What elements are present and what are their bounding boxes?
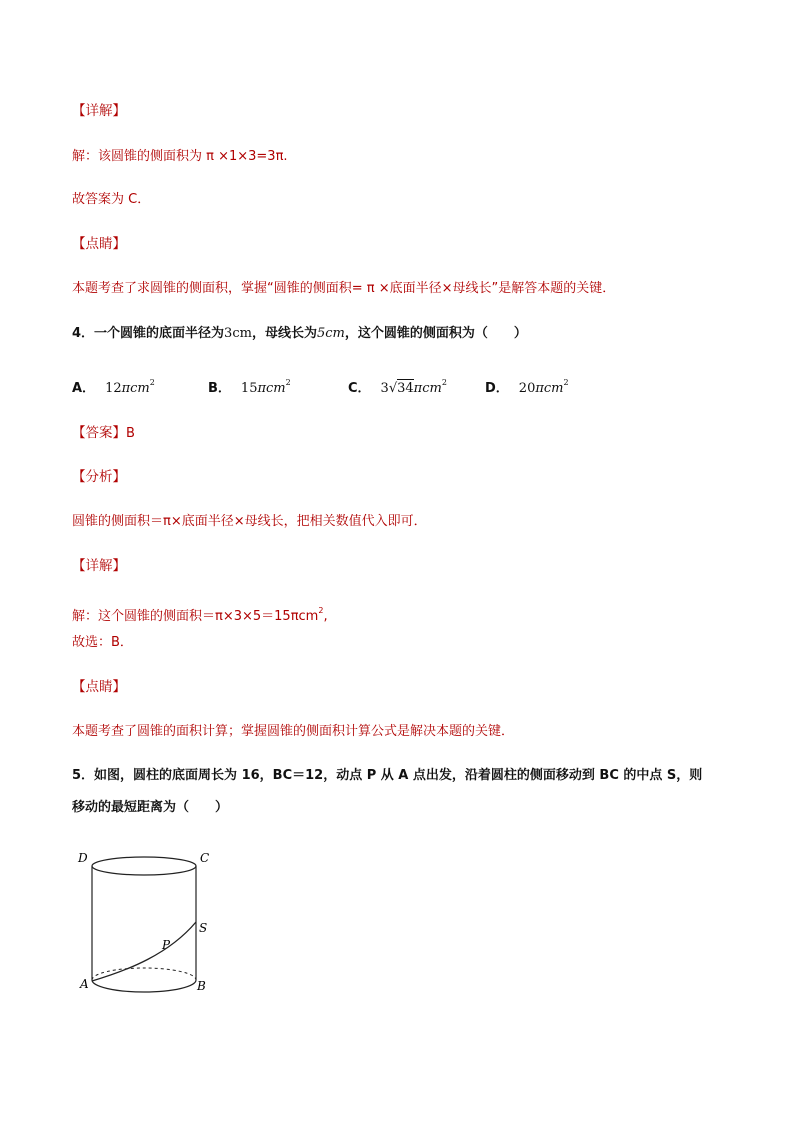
option-unit: πcm — [121, 381, 150, 396]
q4-analysis-heading: 【分析】 — [72, 469, 126, 485]
path-a-to-s — [92, 922, 196, 981]
comment-heading: 【点睛】 — [72, 236, 126, 252]
option-coef: 12 — [105, 381, 122, 396]
option-letter: D． — [485, 381, 509, 396]
q4-detail-heading: 【详解】 — [72, 558, 126, 574]
q4-analysis-text: 圆锥的侧面积＝π×底面半径×母线长，把相关数值代入即可． — [72, 514, 427, 529]
option-exp: 2 — [285, 378, 291, 387]
q4-option-d[interactable] — [485, 374, 569, 398]
q4-slant: 5cm — [316, 326, 345, 341]
q4-comment-text: 本题考查了圆锥的面积计算；掌握圆锥的侧面积计算公式是解决本题的关键． — [72, 724, 515, 739]
option-coef: 15 — [240, 381, 258, 396]
option-letter: B． — [208, 381, 231, 396]
label-d: D — [78, 851, 88, 865]
q4-answer — [72, 424, 135, 443]
q5-stem-line2: 移动的最短距离为（ ） — [72, 800, 229, 815]
option-unit: πcm — [257, 381, 286, 396]
q4-stem-suffix: ，这个圆锥的侧面积为（ ） — [344, 326, 527, 341]
cylinder-figure — [74, 842, 224, 1002]
label-c: C — [200, 851, 210, 865]
option-unit: πcm — [535, 381, 564, 396]
q4-option-c[interactable] — [348, 374, 447, 398]
top-ellipse — [92, 857, 196, 875]
q4-option-a[interactable] — [72, 374, 155, 398]
label-p: P — [162, 938, 171, 952]
option-letter: A． — [72, 381, 96, 396]
label-s: S — [199, 921, 208, 935]
bottom-back-arc — [92, 968, 196, 980]
q4-solution — [72, 602, 328, 626]
bottom-front-arc — [92, 980, 196, 992]
option-letter: C． — [348, 381, 371, 396]
option-radicand: 34 — [397, 381, 414, 396]
option-coef: 20 — [518, 381, 536, 396]
q4-stem-middle: ，母线长为 — [251, 326, 317, 341]
sqrt-sign: √ — [388, 381, 398, 396]
option-exp: 2 — [563, 378, 569, 387]
q4-stem-prefix: 4．一个圆锥的底面半径为 — [72, 326, 225, 341]
label-a: A — [80, 977, 89, 991]
answer-value: B — [126, 426, 135, 441]
answer-text: 故答案为 C． — [72, 192, 151, 207]
q4-radius: 3cm — [224, 326, 252, 341]
label-b: B — [197, 979, 206, 993]
option-unit: πcm — [413, 381, 442, 396]
q4-solution-exp: 2 — [318, 606, 324, 615]
q4-stem — [72, 325, 527, 343]
answer-heading: 【答案】 — [72, 425, 126, 441]
q4-option-b[interactable] — [208, 374, 291, 398]
comment-text: 本题考查了求圆锥的侧面积，掌握“圆锥的侧面积= π ×底面半径×母线长”是解答本题的关键． — [72, 281, 616, 296]
q4-chosen: 故选：B． — [72, 635, 133, 650]
detail-heading: 【详解】 — [72, 103, 126, 119]
q4-solution-end: , — [323, 609, 328, 624]
q4-solution-main: 解：这个圆锥的侧面积＝π×3×5＝15πcm — [72, 609, 319, 624]
option-exp: 2 — [441, 378, 447, 387]
solution-text: 解：该圆锥的侧面积为 π ×1×3=3π. — [72, 149, 288, 164]
q5-stem-line1: 5．如图，圆柱的底面周长为 16，BC＝12，动点 P 从 A 点出发，沿着圆柱的侧面移动到 BC 的中点 S，则 — [72, 768, 703, 783]
q4-comment-heading: 【点睛】 — [72, 679, 126, 695]
option-exp: 2 — [149, 378, 155, 387]
option-coef: 3 — [380, 381, 389, 396]
